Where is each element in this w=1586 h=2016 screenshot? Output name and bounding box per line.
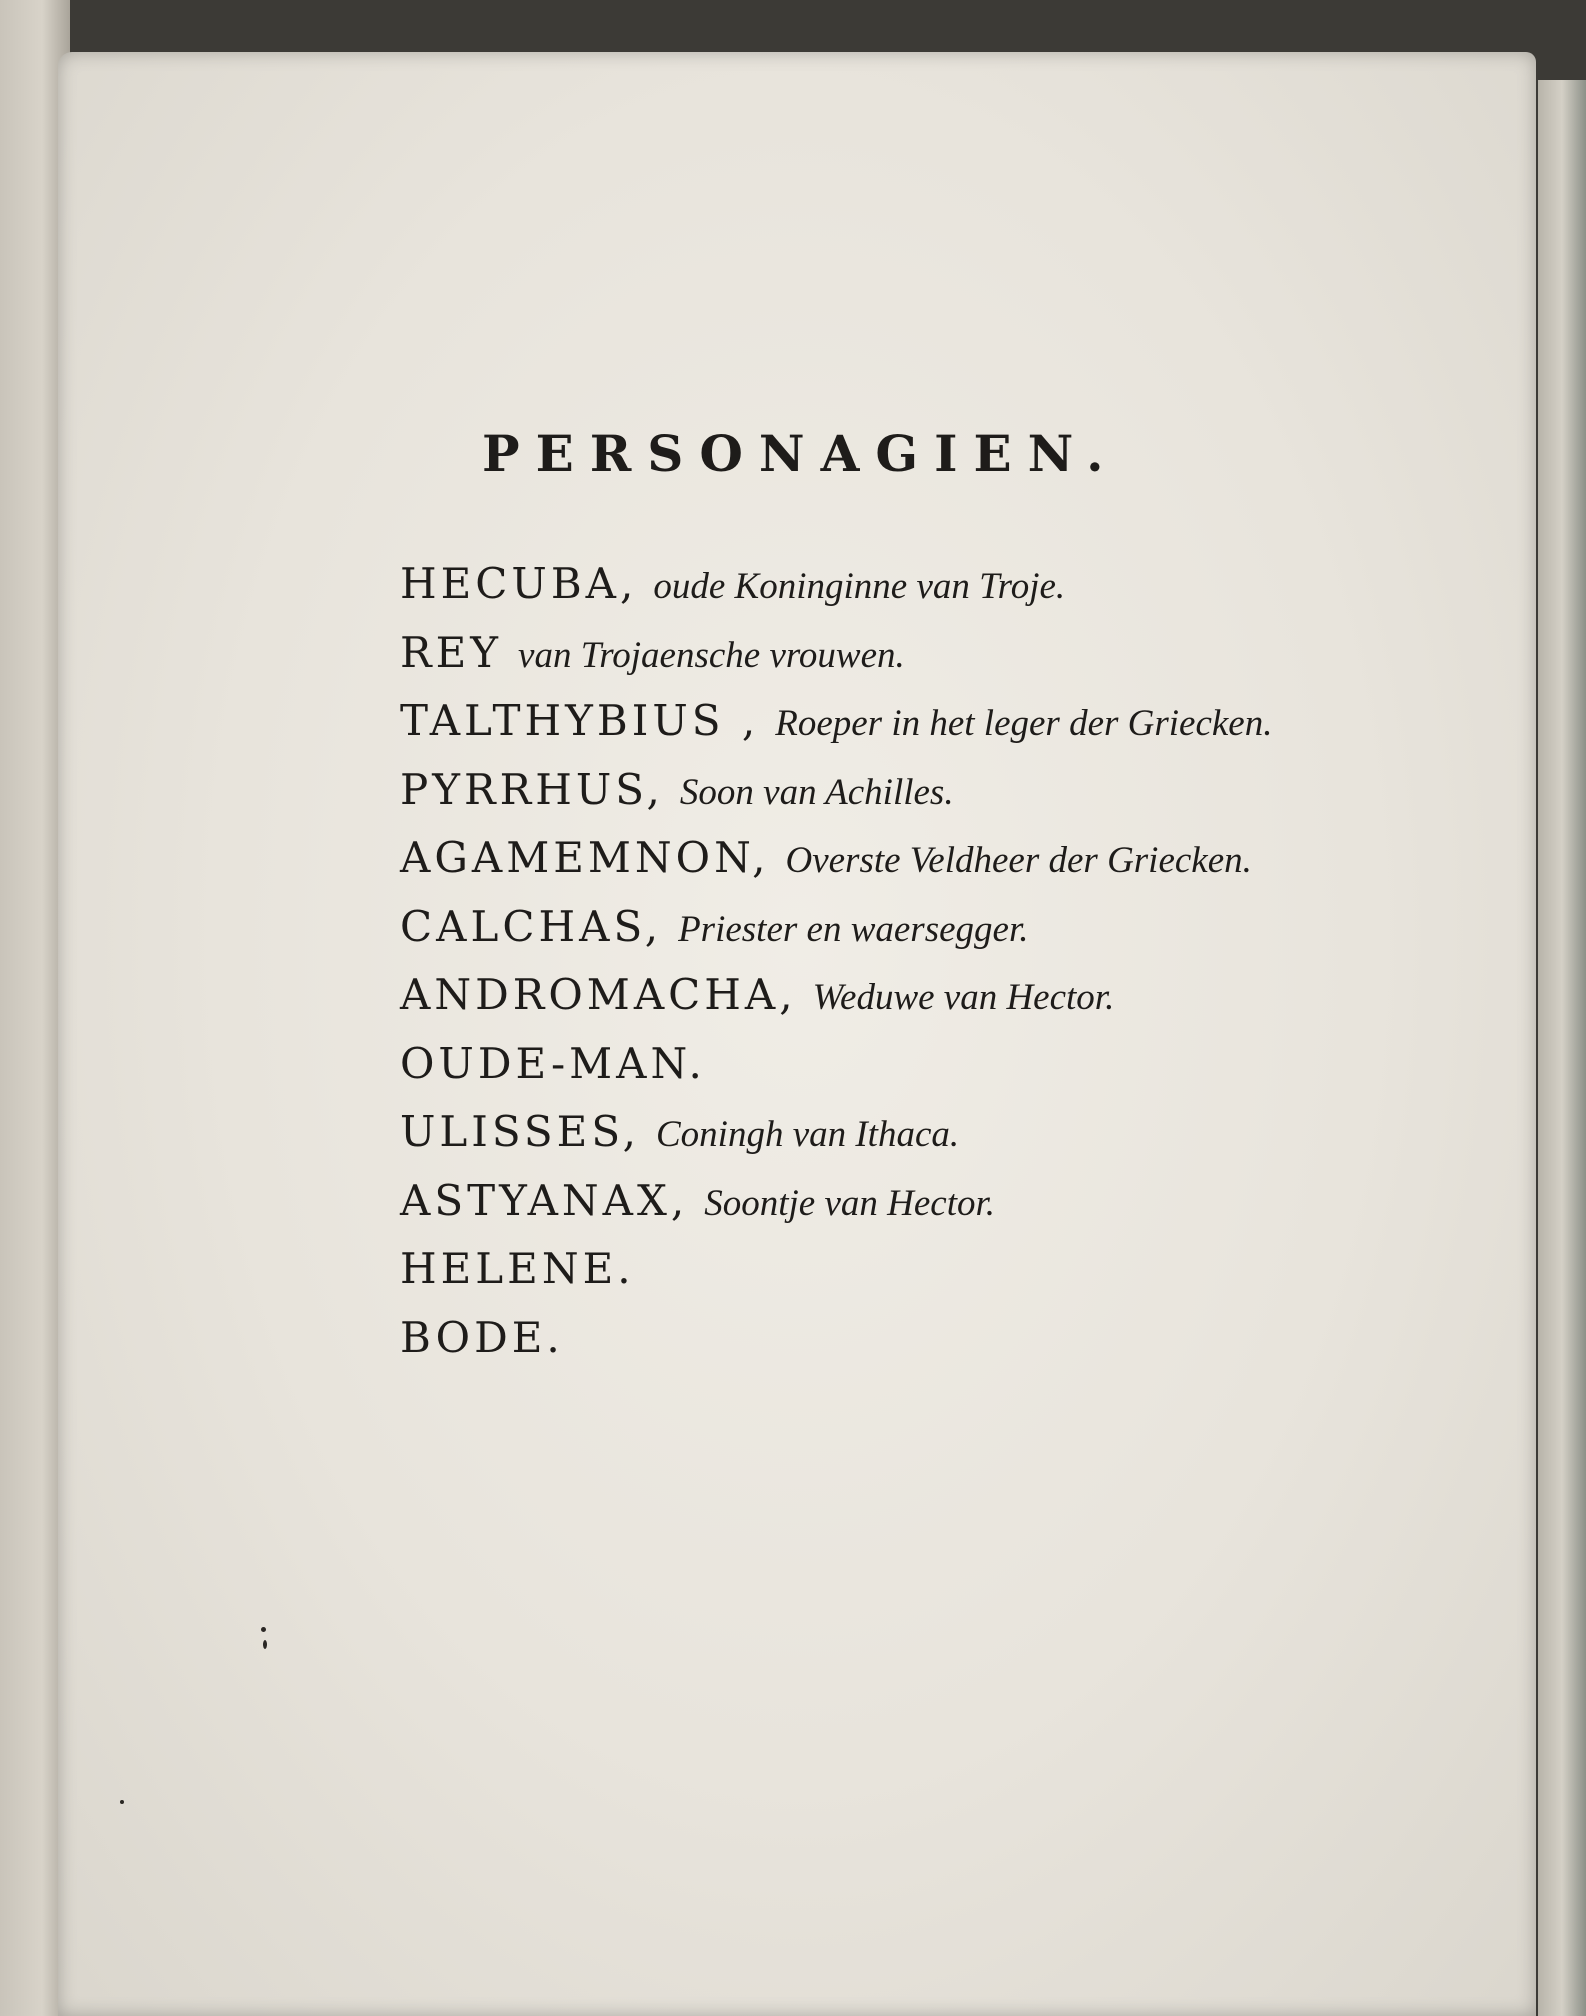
character-description: van Trojaensche vrouwen. [518, 634, 905, 676]
list-item [400, 893, 1272, 962]
list-item [400, 550, 1272, 619]
character-name: HECUBA, [400, 559, 638, 608]
list-item [400, 1304, 1272, 1373]
list-item [400, 687, 1272, 756]
character-name: AGAMEMNON, [400, 833, 770, 882]
character-name: BODE. [400, 1312, 564, 1362]
character-name: ANDROMACHA, [400, 970, 797, 1019]
character-name: CALCHAS, [400, 901, 663, 951]
character-description: oude Koninginne van Troje. [653, 566, 1066, 607]
list-item [400, 756, 1272, 825]
character-description: Soontje van Hector. [704, 1182, 996, 1224]
list-item [400, 619, 1272, 688]
list-item [400, 1030, 1272, 1099]
list-item [400, 1167, 1272, 1236]
character-name: OUDE-MAN. [400, 1038, 706, 1088]
character-description: Roeper in het leger der Griecken. [775, 703, 1273, 744]
ink-speck [263, 1640, 267, 1649]
character-name: ASTYANAX, [400, 1175, 689, 1225]
character-description: Priester en waersegger. [678, 908, 1029, 950]
ink-speck [120, 1800, 124, 1804]
character-description: Overste Veldheer der Griecken. [785, 840, 1252, 881]
book-page [58, 52, 1536, 2016]
list-item [400, 961, 1272, 1030]
character-description: Soon van Achilles. [679, 771, 954, 813]
character-name: HELENE. [400, 1244, 635, 1293]
right-page-edge [1538, 80, 1586, 2016]
ink-speck [261, 1627, 266, 1632]
character-name: PYRRHUS, [400, 764, 664, 814]
character-description: Coningh van Ithaca. [655, 1114, 960, 1155]
character-list [400, 550, 1272, 1372]
list-item [400, 1235, 1272, 1304]
character-description: Weduwe van Hector. [812, 977, 1115, 1018]
character-name: TALTHYBIUS , [400, 696, 760, 745]
character-name: REY [400, 627, 503, 677]
character-name: ULISSES, [400, 1107, 640, 1156]
page-title: PERSONAGIEN. [482, 424, 1120, 483]
list-item [400, 824, 1272, 893]
list-item [400, 1098, 1272, 1167]
